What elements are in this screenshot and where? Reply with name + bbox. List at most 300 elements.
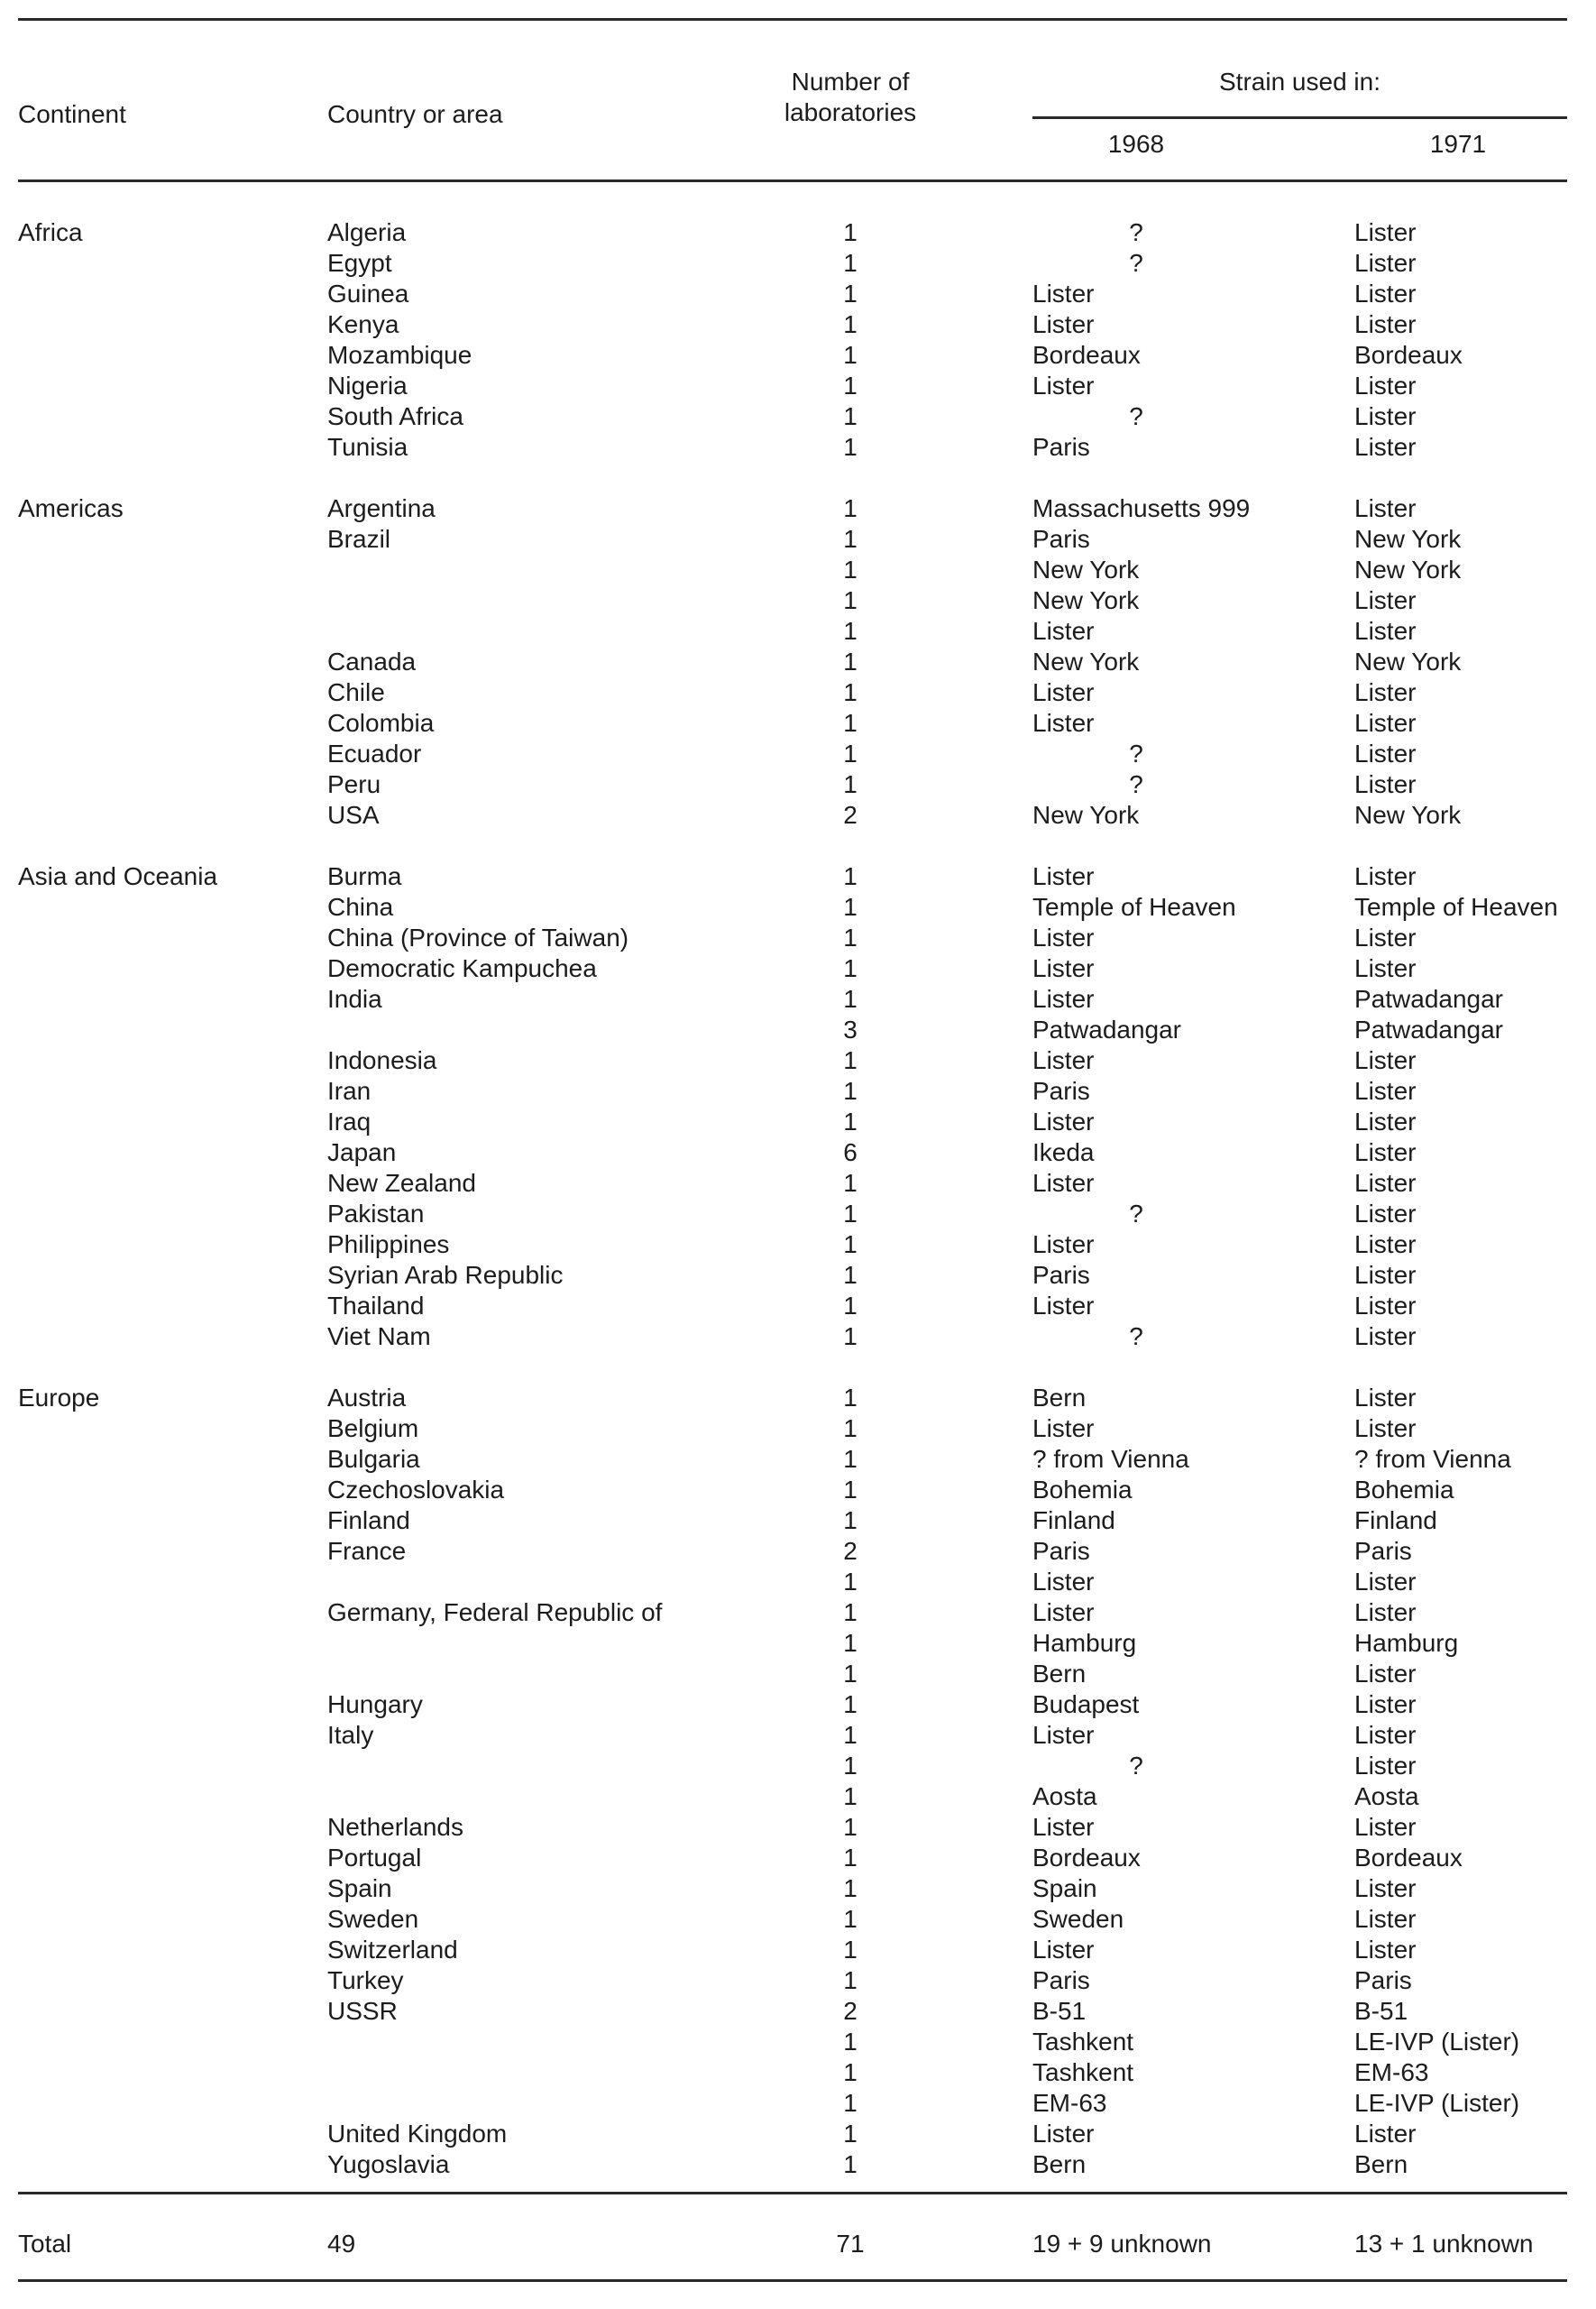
- total-row: [0, 2226, 1596, 2262]
- strain-1971-cell: Lister: [1354, 862, 1417, 890]
- strain-1971-cell: LE-IVP (Lister): [1354, 2028, 1520, 2056]
- labs-cell: 1: [843, 556, 858, 584]
- strain-1971-cell: B-51: [1354, 1997, 1408, 2025]
- strain-1971-cell: Lister: [1354, 1292, 1417, 1320]
- table-row: [0, 1720, 1596, 1751]
- strain-1968-cell: Paris: [1032, 525, 1090, 553]
- header-bottom-rule: [18, 179, 1567, 182]
- labs-cell: 1: [843, 1966, 858, 1994]
- labs-cell: 1: [843, 1384, 858, 1412]
- strain-1968-cell: Ikeda: [1032, 1138, 1095, 1166]
- strain-1971-cell: Lister: [1354, 1598, 1417, 1626]
- strain-1968-cell: New York: [1032, 801, 1140, 829]
- labs-cell: 1: [843, 648, 858, 676]
- table-row: [0, 401, 1596, 432]
- total-label: Total: [18, 2230, 72, 2258]
- country-cell: Netherlands: [327, 1813, 463, 1841]
- strain-1971-cell: Lister: [1354, 709, 1417, 737]
- strain-1971-cell: Aosta: [1354, 1782, 1419, 1810]
- table-row: [0, 1107, 1596, 1137]
- strain-1971-cell: Lister: [1354, 1874, 1417, 1902]
- table-row: [0, 1536, 1596, 1567]
- table-row: [0, 1965, 1596, 1996]
- labs-cell: 1: [843, 1046, 858, 1074]
- strain-1971-cell: Lister: [1354, 924, 1417, 952]
- table-row: [0, 984, 1596, 1015]
- table-row: [0, 1383, 1596, 1413]
- strain-1971-cell: Hamburg: [1354, 1629, 1459, 1657]
- labs-cell: 2: [843, 801, 858, 829]
- labs-cell: 1: [843, 586, 858, 614]
- total-top-rule: [18, 2192, 1567, 2194]
- country-cell: Peru: [327, 770, 381, 798]
- continent-group: [0, 493, 1596, 831]
- labs-cell: 1: [843, 2058, 858, 2086]
- strain-1968-cell: Paris: [1032, 1261, 1090, 1289]
- country-cell: China (Province of Taiwan): [327, 924, 629, 952]
- labs-cell: 1: [843, 1169, 858, 1197]
- total-1968: 19 + 9 unknown: [1032, 2230, 1212, 2258]
- labs-cell: 1: [843, 1414, 858, 1442]
- labs-cell: 1: [843, 709, 858, 737]
- strain-1968-cell: Lister: [1032, 1046, 1095, 1074]
- table-row: [0, 585, 1596, 616]
- strain-1971-cell: Lister: [1354, 372, 1417, 400]
- strain-1968-cell: Temple of Heaven: [1032, 893, 1236, 921]
- labs-cell: 1: [843, 2089, 858, 2117]
- strain-1968-cell: ?: [1129, 249, 1143, 277]
- country-cell: Austria: [327, 1384, 407, 1412]
- strain-1971-cell: Lister: [1354, 1568, 1417, 1596]
- header-country: Country or area: [327, 100, 503, 128]
- country-cell: Germany, Federal Republic of: [327, 1598, 663, 1626]
- labs-cell: 1: [843, 862, 858, 890]
- strain-1971-cell: Lister: [1354, 954, 1417, 982]
- country-cell: Belgium: [327, 1414, 419, 1442]
- strain-1971-cell: Lister: [1354, 1721, 1417, 1749]
- table-row: [0, 1321, 1596, 1352]
- table-row: [0, 309, 1596, 340]
- table-row: [0, 1751, 1596, 1781]
- country-cell: Czechoslovakia: [327, 1476, 505, 1504]
- labs-cell: 1: [843, 1445, 858, 1473]
- labs-cell: 6: [843, 1138, 858, 1166]
- header-subrule: [1032, 116, 1567, 119]
- strain-1968-cell: Lister: [1032, 985, 1095, 1013]
- strain-1968-cell: Lister: [1032, 280, 1095, 308]
- strain-1971-cell: Temple of Heaven: [1354, 893, 1558, 921]
- strain-1968-cell: Paris: [1032, 1077, 1090, 1105]
- country-cell: Thailand: [327, 1292, 425, 1320]
- continent-label: Americas: [18, 494, 124, 522]
- table-row: [0, 1015, 1596, 1045]
- labs-cell: 1: [843, 740, 858, 768]
- strain-1968-cell: Lister: [1032, 709, 1095, 737]
- labs-cell: 1: [843, 218, 858, 246]
- labs-cell: 1: [843, 1936, 858, 1964]
- labs-cell: 1: [843, 433, 858, 461]
- strain-1971-cell: Lister: [1354, 770, 1417, 798]
- labs-cell: 1: [843, 1230, 858, 1258]
- country-cell: Indonesia: [327, 1046, 437, 1074]
- strain-1968-cell: New York: [1032, 648, 1140, 676]
- labs-cell: 3: [843, 1016, 858, 1044]
- strain-1971-cell: Lister: [1354, 1690, 1417, 1718]
- country-cell: Philippines: [327, 1230, 450, 1258]
- header-continent: Continent: [18, 100, 126, 128]
- country-cell: Sweden: [327, 1905, 419, 1933]
- strain-1971-cell: Lister: [1354, 433, 1417, 461]
- strain-1971-cell: Lister: [1354, 249, 1417, 277]
- country-cell: Brazil: [327, 525, 391, 553]
- country-cell: Canada: [327, 648, 417, 676]
- country-cell: Chile: [327, 678, 385, 706]
- strain-1968-cell: Tashkent: [1032, 2028, 1134, 2056]
- strain-1971-cell: Lister: [1354, 1936, 1417, 1964]
- country-cell: India: [327, 985, 382, 1013]
- labs-cell: 1: [843, 402, 858, 430]
- strain-1968-cell: Lister: [1032, 1292, 1095, 1320]
- strain-1971-cell: Lister: [1354, 218, 1417, 246]
- country-cell: Turkey: [327, 1966, 404, 1994]
- strain-1968-cell: Paris: [1032, 1537, 1090, 1565]
- strain-1971-cell: Lister: [1354, 617, 1417, 645]
- strain-1968-cell: New York: [1032, 556, 1140, 584]
- table-row: [0, 1291, 1596, 1321]
- country-cell: Switzerland: [327, 1936, 458, 1964]
- country-cell: Italy: [327, 1721, 374, 1749]
- strain-1968-cell: ?: [1129, 770, 1143, 798]
- country-cell: Iraq: [327, 1108, 371, 1136]
- country-cell: Tunisia: [327, 433, 408, 461]
- total-labs: 71: [836, 2230, 865, 2258]
- labs-cell: 1: [843, 1108, 858, 1136]
- table-row: [0, 1076, 1596, 1107]
- table-row: [0, 1996, 1596, 2027]
- strain-1968-cell: Hamburg: [1032, 1629, 1137, 1657]
- strain-1971-cell: Lister: [1354, 2120, 1417, 2148]
- labs-cell: 1: [843, 1322, 858, 1350]
- strain-1971-cell: Lister: [1354, 678, 1417, 706]
- strain-1971-cell: Lister: [1354, 586, 1417, 614]
- labs-cell: 1: [843, 1844, 858, 1872]
- strain-1968-cell: Lister: [1032, 924, 1095, 952]
- labs-cell: 1: [843, 1782, 858, 1810]
- table-row: [0, 923, 1596, 953]
- labs-cell: 1: [843, 1261, 858, 1289]
- header-labs-line1: Number of: [791, 68, 910, 96]
- country-cell: France: [327, 1537, 407, 1565]
- continent-group: [0, 1383, 1596, 2180]
- strain-1968-cell: Lister: [1032, 678, 1095, 706]
- strain-1971-cell: Lister: [1354, 402, 1417, 430]
- labs-cell: 1: [843, 1506, 858, 1534]
- header-year-1968: 1968: [1107, 130, 1165, 158]
- strain-1968-cell: EM-63: [1032, 2089, 1107, 2117]
- labs-cell: 1: [843, 1077, 858, 1105]
- strain-1968-cell: ?: [1129, 1200, 1143, 1228]
- table-row: [0, 1812, 1596, 1843]
- header-labs-line2: laboratories: [784, 98, 917, 126]
- strain-1968-cell: Lister: [1032, 1936, 1095, 1964]
- table-row: [0, 340, 1596, 371]
- labs-cell: 1: [843, 2028, 858, 2056]
- labs-cell: 1: [843, 1476, 858, 1504]
- country-cell: Portugal: [327, 1844, 422, 1872]
- labs-cell: 1: [843, 1292, 858, 1320]
- table-row: [0, 1689, 1596, 1720]
- strain-1968-cell: Lister: [1032, 1598, 1095, 1626]
- country-cell: Kenya: [327, 310, 399, 338]
- strain-1968-cell: Massachusetts 999: [1032, 494, 1251, 522]
- country-cell: USA: [327, 801, 380, 829]
- strain-1968-cell: New York: [1032, 586, 1140, 614]
- strain-1968-cell: Lister: [1032, 2120, 1095, 2148]
- table-row: [0, 248, 1596, 279]
- strain-1968-cell: Bern: [1032, 1660, 1087, 1688]
- strain-1968-cell: Lister: [1032, 372, 1095, 400]
- country-cell: Finland: [327, 1506, 410, 1534]
- strain-1968-cell: Bern: [1032, 1384, 1087, 1412]
- strain-1971-cell: Patwadangar: [1354, 985, 1504, 1013]
- country-cell: Burma: [327, 862, 402, 890]
- country-cell: Bulgaria: [327, 1445, 420, 1473]
- labs-cell: 1: [843, 1568, 858, 1596]
- table-row: [0, 708, 1596, 739]
- strain-1971-cell: New York: [1354, 801, 1462, 829]
- labs-cell: 1: [843, 2150, 858, 2178]
- strain-1968-cell: Spain: [1032, 1874, 1097, 1902]
- continent-group: [0, 217, 1596, 463]
- table-row: [0, 1045, 1596, 1076]
- strain-1971-cell: Lister: [1354, 280, 1417, 308]
- strain-1971-cell: Lister: [1354, 740, 1417, 768]
- country-cell: USSR: [327, 1997, 398, 2025]
- table-row: [0, 1567, 1596, 1597]
- strain-1968-cell: Bordeaux: [1032, 1844, 1141, 1872]
- strain-1971-cell: LE-IVP (Lister): [1354, 2089, 1520, 2117]
- strain-1971-cell: Lister: [1354, 1384, 1417, 1412]
- strain-1971-cell: Finland: [1354, 1506, 1437, 1534]
- strain-1971-cell: Lister: [1354, 1169, 1417, 1197]
- header-strain: Strain used in:: [1219, 68, 1380, 96]
- labs-cell: 1: [843, 1598, 858, 1626]
- labs-cell: 1: [843, 280, 858, 308]
- strain-1971-cell: Lister: [1354, 494, 1417, 522]
- strain-1971-cell: Lister: [1354, 1660, 1417, 1688]
- table-row: [0, 769, 1596, 800]
- country-cell: Japan: [327, 1138, 397, 1166]
- table-row: [0, 1413, 1596, 1444]
- table-row: [0, 2119, 1596, 2149]
- labs-cell: 1: [843, 1660, 858, 1688]
- continent-label: Asia and Oceania: [18, 862, 218, 890]
- country-cell: Mozambique: [327, 341, 472, 369]
- strain-1971-cell: Lister: [1354, 1905, 1417, 1933]
- labs-cell: 1: [843, 249, 858, 277]
- labs-cell: 1: [843, 525, 858, 553]
- table-row: [0, 1229, 1596, 1260]
- strain-1971-cell: EM-63: [1354, 2058, 1429, 2086]
- strain-1968-cell: Lister: [1032, 1721, 1095, 1749]
- table-row: [0, 1904, 1596, 1935]
- country-cell: Viet Nam: [327, 1322, 431, 1350]
- country-cell: South Africa: [327, 402, 463, 430]
- strain-1968-cell: Lister: [1032, 617, 1095, 645]
- strain-1968-cell: Lister: [1032, 1230, 1095, 1258]
- strain-1971-cell: Lister: [1354, 1414, 1417, 1442]
- continent-label: Africa: [18, 218, 83, 246]
- total-countries: 49: [327, 2230, 356, 2258]
- table-row: [0, 953, 1596, 984]
- labs-cell: 1: [843, 1752, 858, 1780]
- strain-1968-cell: ?: [1129, 218, 1143, 246]
- table-row: [0, 1843, 1596, 1873]
- strain-1968-cell: Lister: [1032, 1568, 1095, 1596]
- table-row: [0, 1873, 1596, 1904]
- table-row: [0, 1475, 1596, 1505]
- labs-cell: 1: [843, 1629, 858, 1657]
- strain-1968-cell: ?: [1129, 402, 1143, 430]
- strain-1968-cell: Tashkent: [1032, 2058, 1134, 2086]
- labs-cell: 1: [843, 1905, 858, 1933]
- strain-1968-cell: Paris: [1032, 1966, 1090, 1994]
- labs-cell: 1: [843, 1721, 858, 1749]
- strain-1971-cell: Lister: [1354, 1138, 1417, 1166]
- country-cell: Colombia: [327, 709, 435, 737]
- labs-cell: 2: [843, 1537, 858, 1565]
- strain-1971-cell: Bohemia: [1354, 1476, 1454, 1504]
- strain-1971-cell: Lister: [1354, 1108, 1417, 1136]
- top-rule: [18, 18, 1567, 21]
- country-cell: New Zealand: [327, 1169, 476, 1197]
- country-cell: Algeria: [327, 218, 407, 246]
- table-row: [0, 861, 1596, 892]
- strain-1968-cell: ? from Vienna: [1032, 1445, 1189, 1473]
- labs-cell: 1: [843, 341, 858, 369]
- country-cell: Hungary: [327, 1690, 423, 1718]
- strain-1971-cell: Lister: [1354, 1077, 1417, 1105]
- strain-1971-cell: Bern: [1354, 2150, 1408, 2178]
- strain-1971-cell: Lister: [1354, 1813, 1417, 1841]
- strain-1971-cell: Lister: [1354, 1261, 1417, 1289]
- country-cell: Democratic Kampuchea: [327, 954, 597, 982]
- table-row: [0, 739, 1596, 769]
- strain-1968-cell: Lister: [1032, 1414, 1095, 1442]
- table-row: [0, 1781, 1596, 1812]
- labs-cell: 1: [843, 678, 858, 706]
- strain-1971-cell: Bordeaux: [1354, 1844, 1463, 1872]
- table-row: [0, 2149, 1596, 2180]
- total-1971: 13 + 1 unknown: [1354, 2230, 1534, 2258]
- country-cell: Guinea: [327, 280, 409, 308]
- strain-1971-cell: Paris: [1354, 1537, 1412, 1565]
- strain-1971-cell: Lister: [1354, 310, 1417, 338]
- table-row: [0, 1935, 1596, 1965]
- strain-1971-cell: Paris: [1354, 1966, 1412, 1994]
- table-row: [0, 1597, 1596, 1628]
- strain-1968-cell: ?: [1129, 1752, 1143, 1780]
- labs-cell: 1: [843, 617, 858, 645]
- labs-cell: 2: [843, 1997, 858, 2025]
- strain-1971-cell: New York: [1354, 556, 1462, 584]
- labs-cell: 1: [843, 924, 858, 952]
- labs-cell: 1: [843, 2120, 858, 2148]
- strain-1968-cell: B-51: [1032, 1997, 1087, 2025]
- country-cell: China: [327, 893, 394, 921]
- labs-cell: 1: [843, 494, 858, 522]
- labs-cell: 1: [843, 954, 858, 982]
- labs-cell: 1: [843, 372, 858, 400]
- strain-1971-cell: New York: [1354, 525, 1462, 553]
- table-row: [0, 1444, 1596, 1475]
- strain-1968-cell: ?: [1129, 1322, 1143, 1350]
- country-cell: Nigeria: [327, 372, 408, 400]
- table-row: [0, 1659, 1596, 1689]
- bottom-rule: [18, 2279, 1567, 2282]
- country-cell: Yugoslavia: [327, 2150, 450, 2178]
- continent-label: Europe: [18, 1384, 100, 1412]
- labs-cell: 1: [843, 1690, 858, 1718]
- table-row: [0, 2057, 1596, 2088]
- table-row: [0, 647, 1596, 677]
- table-row: [0, 616, 1596, 647]
- table-row: [0, 524, 1596, 555]
- strain-1968-cell: Sweden: [1032, 1905, 1124, 1933]
- strain-1968-cell: Lister: [1032, 1169, 1095, 1197]
- table-row: [0, 432, 1596, 463]
- continent-group: [0, 861, 1596, 1352]
- strain-1968-cell: Aosta: [1032, 1782, 1097, 1810]
- strain-1971-cell: ? from Vienna: [1354, 1445, 1511, 1473]
- table-body: [0, 217, 1596, 2211]
- labs-cell: 1: [843, 770, 858, 798]
- table-row: [0, 371, 1596, 401]
- labs-cell: 1: [843, 985, 858, 1013]
- strain-1971-cell: Lister: [1354, 1322, 1417, 1350]
- country-cell: Ecuador: [327, 740, 422, 768]
- labs-cell: 1: [843, 1200, 858, 1228]
- strain-1971-cell: Lister: [1354, 1230, 1417, 1258]
- strain-1968-cell: Lister: [1032, 310, 1095, 338]
- labs-cell: 1: [843, 310, 858, 338]
- strain-1968-cell: Finland: [1032, 1506, 1115, 1534]
- table-row: [0, 2027, 1596, 2057]
- labs-cell: 1: [843, 1813, 858, 1841]
- strain-1968-cell: ?: [1129, 740, 1143, 768]
- table-row: [0, 279, 1596, 309]
- country-cell: Iran: [327, 1077, 371, 1105]
- country-cell: United Kingdom: [327, 2120, 508, 2148]
- country-cell: Spain: [327, 1874, 392, 1902]
- table-row: [0, 1260, 1596, 1291]
- table-row: [0, 1628, 1596, 1659]
- strain-1968-cell: Lister: [1032, 1108, 1095, 1136]
- strain-1968-cell: Lister: [1032, 862, 1095, 890]
- strain-1971-cell: Lister: [1354, 1200, 1417, 1228]
- table-row: [0, 892, 1596, 923]
- strain-1968-cell: Lister: [1032, 954, 1095, 982]
- strain-1968-cell: Patwadangar: [1032, 1016, 1182, 1044]
- table-row: [0, 493, 1596, 524]
- strain-1968-cell: Bohemia: [1032, 1476, 1133, 1504]
- strain-1971-cell: Bordeaux: [1354, 341, 1463, 369]
- strain-1968-cell: Lister: [1032, 1813, 1095, 1841]
- strain-1971-cell: New York: [1354, 648, 1462, 676]
- header-year-1971: 1971: [1429, 130, 1487, 158]
- country-cell: Egypt: [327, 249, 392, 277]
- table-row: [0, 217, 1596, 248]
